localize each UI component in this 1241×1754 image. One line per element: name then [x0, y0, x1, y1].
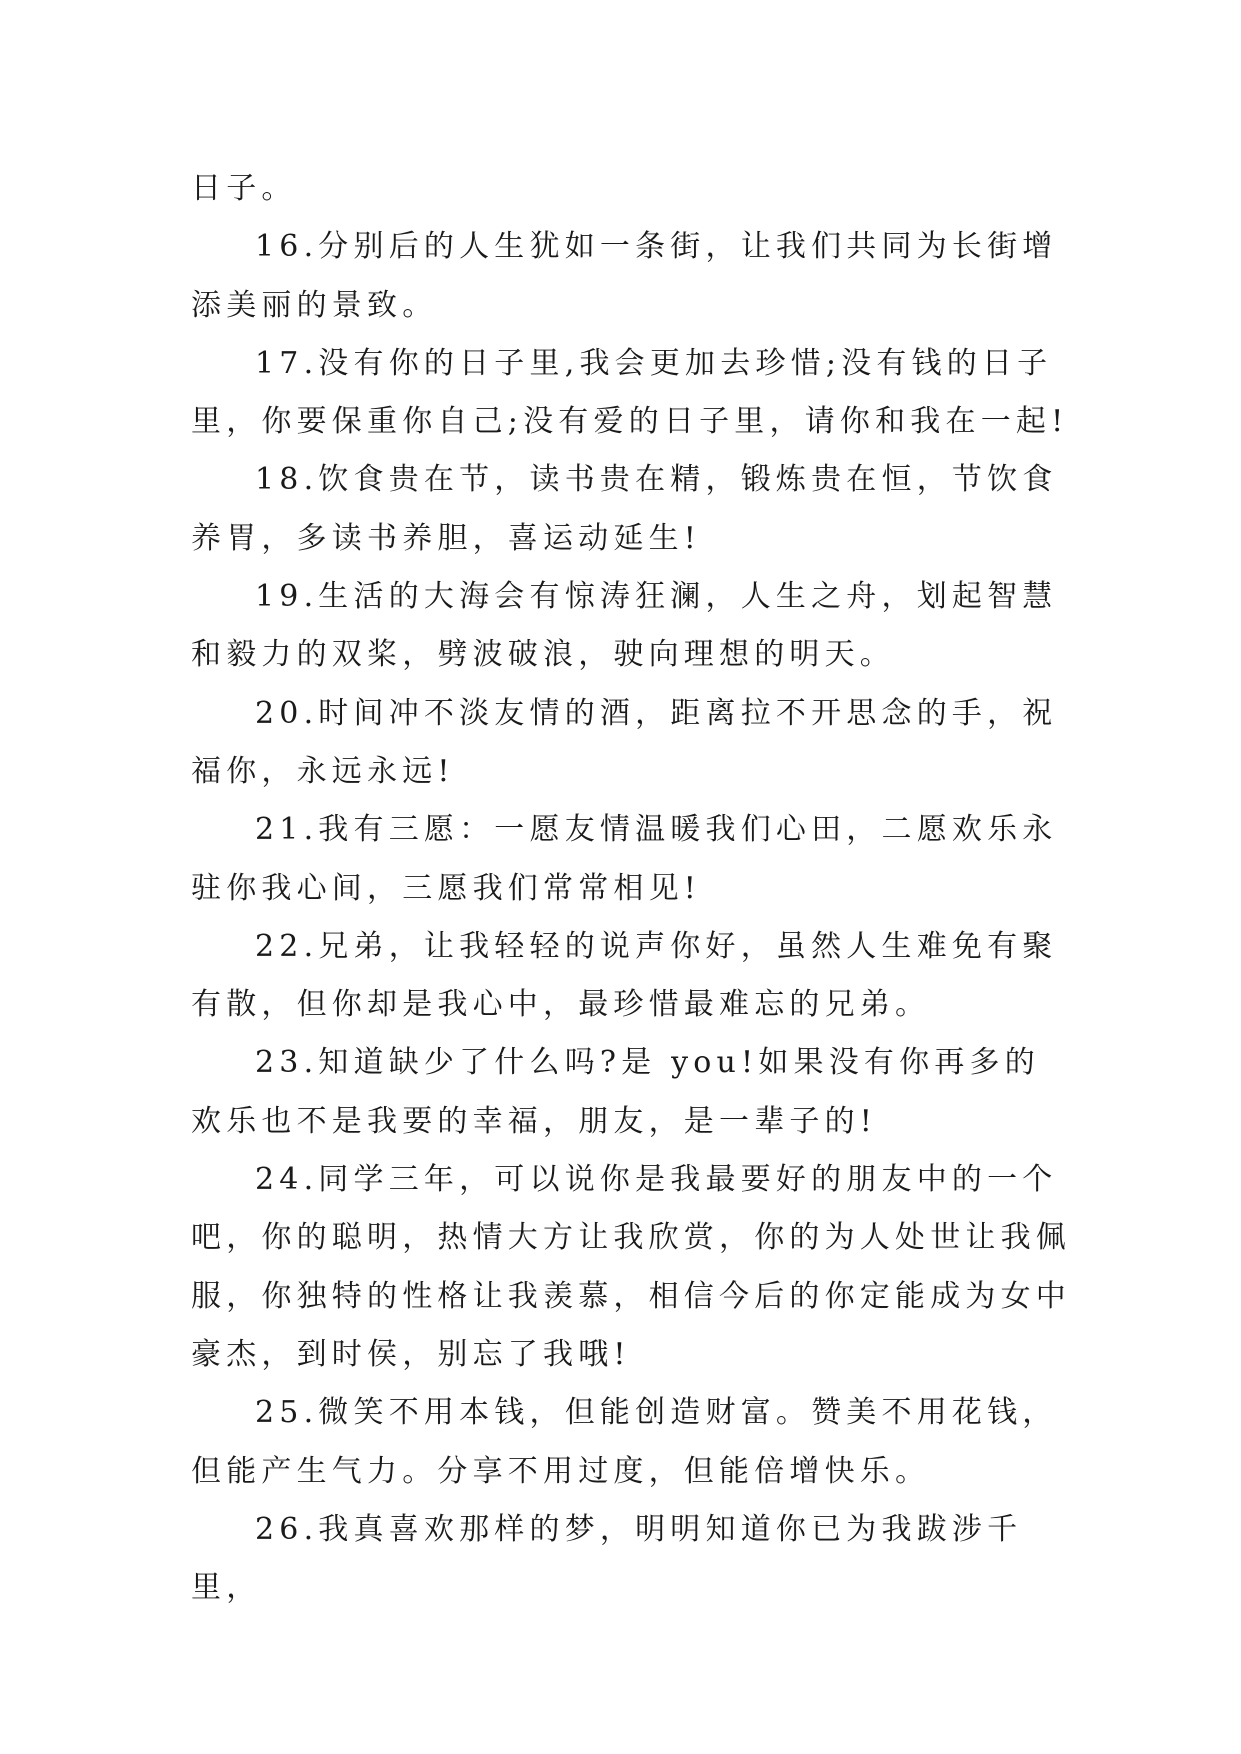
paragraph-16: 16.分别后的人生犹如一条街，让我们共同为长街增添美丽的景致。 — [191, 229, 1058, 323]
paragraph-continuation: 日子。 — [191, 171, 297, 206]
paragraph-25: 25.微笑不用本钱，但能创造财富。赞美不用花钱，但能产生气力。分享不用过度，但能倍增快乐。 — [191, 1395, 1058, 1489]
paragraph-18: 18.饮食贵在节，读书贵在精，锻炼贵在恒，节饮食养胃，多读书养胆，喜运动延生! — [191, 462, 1058, 556]
document-body — [191, 160, 1071, 1617]
paragraph-17: 17.没有你的日子里,我会更加去珍惜;没有钱的日子里，你要保重你自己;没有爱的日子里，请你和我在一起! — [191, 345, 1069, 440]
paragraph-21: 21.我有三愿：一愿友情温暖我们心田，二愿欢乐永驻你我心间，三愿我们常常相见! — [191, 812, 1058, 906]
paragraph-22: 22.兄弟，让我轻轻的说声你好，虽然人生难免有聚有散，但你却是我心中，最珍惜最难忘的兄弟。 — [191, 928, 1058, 1023]
paragraph-19: 19.生活的大海会有惊涛狂澜，人生之舟，划起智慧和毅力的双桨，劈波破浪，驶向理想的明天。 — [191, 579, 1058, 673]
paragraph-26: 26.我真喜欢那样的梦，明明知道你已为我跋涉千里， — [191, 1511, 1023, 1606]
paragraph-20: 20.时间冲不淡友情的酒，距离拉不开思念的手，祝福你，永远永远! — [191, 695, 1058, 789]
paragraph-24: 24.同学三年，可以说你是我最要好的朋友中的一个吧，你的聪明，热情大方让我欣赏，你的为人处世让我佩服，你独特的性格让我羡慕，相信今后的你定能成为女中豪杰，到时侯，别忘了我哦! — [191, 1162, 1071, 1372]
paragraph-23: 23.知道缺少了什么吗?是 you!如果没有你再多的欢乐也不是我要的幸福，朋友，是一辈子的! — [191, 1045, 1040, 1139]
